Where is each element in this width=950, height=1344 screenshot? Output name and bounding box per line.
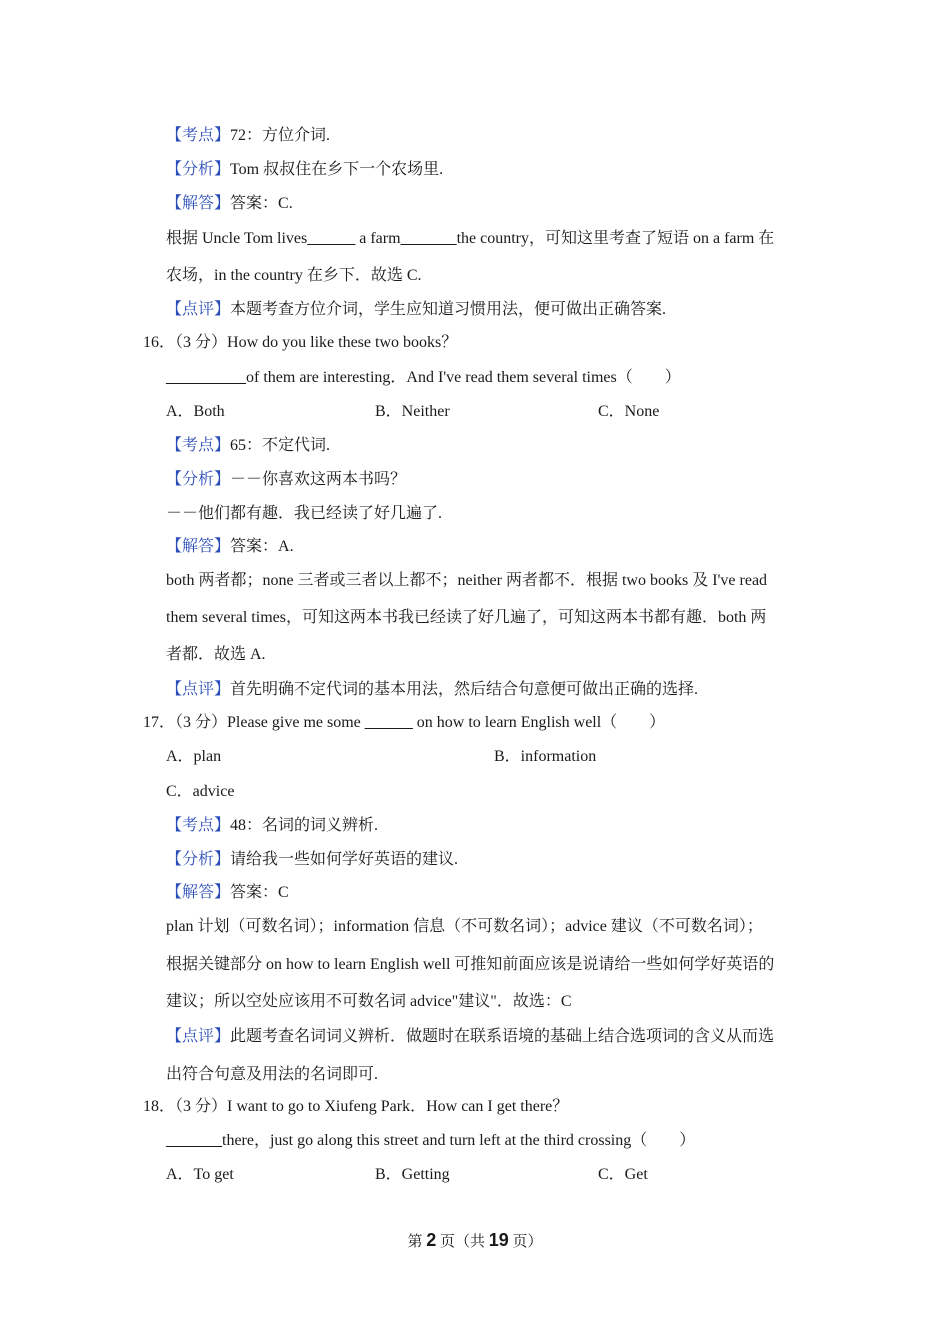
q18-sentence: _______there，just go along this street and turn left at the third crossing（ ）	[166, 1132, 696, 1149]
q17-dianping: 【点评】此题考查名词词义辨析．做题时在联系语境的基础上结合选项词的含义从而选	[166, 1028, 775, 1045]
tag-kaodian: 【考点】	[166, 817, 231, 834]
page-total: 19	[488, 1230, 509, 1250]
blank: _______	[400, 230, 457, 247]
tag-fenxi: 【分析】	[166, 471, 231, 488]
tag-jieda: 【解答】	[166, 195, 231, 212]
q15-explanation-1: 根据 Uncle Tom lives______ a farm_______the country，可知这里考查了短语 on a farm 在	[166, 230, 775, 247]
q16-sentence: __________of them are interesting．And I've read them several times（ ）	[166, 369, 681, 386]
q17-dianping-2: 出符合句意及用法的名词即可.	[166, 1066, 379, 1083]
page-footer: 第 2 页（共 19 页）	[407, 1230, 543, 1250]
q17-option-b: B．information	[494, 748, 597, 765]
q18-stem: 18．（3 分）I want to go to Xiufeng Park．How can I get there？	[143, 1098, 569, 1115]
tag-dianping: 【点评】	[166, 1028, 231, 1045]
q16-dianping: 【点评】首先明确不定代词的基本用法，然后结合句意便可做出正确的选择.	[166, 681, 699, 698]
q17-explanation-2: 根据关键部分 on how to learn English well 可推知前面应该是说请给一些如何学好英语的	[166, 956, 775, 973]
q16-jieda: 【解答】答案：A.	[166, 538, 294, 555]
q15-fenxi: 【分析】Tom 叔叔住在乡下一个农场里.	[166, 161, 444, 178]
q17-kaodian: 【考点】48：名词的词义辨析.	[166, 817, 379, 834]
q16-option-b: B．Neither	[375, 403, 450, 420]
q16-fenxi-2: －－他们都有趣．我已经读了好几遍了.	[166, 505, 443, 522]
q15-kaodian: 【考点】72：方位介词.	[166, 127, 331, 144]
tag-fenxi: 【分析】	[166, 851, 231, 868]
q17-option-c: C．advice	[166, 783, 235, 800]
tag-dianping: 【点评】	[166, 301, 231, 318]
q16-kaodian: 【考点】65：不定代词.	[166, 437, 331, 454]
q16-fenxi: 【分析】－－你喜欢这两本书吗？	[166, 471, 407, 488]
tag-dianping: 【点评】	[166, 681, 231, 698]
q17-fenxi: 【分析】请给我一些如何学好英语的建议.	[166, 851, 459, 868]
q17-stem: 17．（3 分）Please give me some ______ on how to learn English well（ ）	[143, 714, 666, 731]
q17-jieda: 【解答】答案：C	[166, 884, 289, 901]
blank: __________	[166, 369, 246, 386]
q18-option-c: C．Get	[598, 1166, 648, 1183]
blank: ______	[307, 230, 356, 247]
q17-option-a: A．plan	[166, 748, 222, 765]
q18-option-b: B．Getting	[375, 1166, 450, 1183]
blank: _______	[166, 1132, 222, 1149]
q16-stem: 16．（3 分）How do you like these two books？	[143, 334, 458, 351]
blank: ______	[364, 714, 413, 731]
q16-option-a: A．Both	[166, 403, 225, 420]
tag-jieda: 【解答】	[166, 538, 231, 555]
q16-explanation-3: 者都．故选 A.	[166, 646, 266, 663]
q18-option-a: A．To get	[166, 1166, 234, 1183]
tag-kaodian: 【考点】	[166, 127, 231, 144]
tag-fenxi: 【分析】	[166, 161, 231, 178]
q17-explanation-3: 建议；所以空处应该用不可数名词 advice"建议"．故选：C	[166, 993, 572, 1010]
q15-dianping: 【点评】本题考查方位介词，学生应知道习惯用法，便可做出正确答案.	[166, 301, 667, 318]
tag-kaodian: 【考点】	[166, 437, 231, 454]
q16-explanation-2: them several times，可知这两本书我已经读了好几遍了，可知这两本书都有趣．both 两	[166, 609, 767, 626]
page-number: 2	[426, 1230, 437, 1250]
q17-explanation-1: plan 计划（可数名词）；information 信息（不可数名词）；advice 建议（不可数名词）；	[166, 918, 763, 935]
q15-jieda: 【解答】答案：C.	[166, 195, 293, 212]
q16-explanation-1: both 两者都；none 三者或三者以上都不；neither 两者都不．根据 two books 及 I've read	[166, 572, 768, 589]
tag-jieda: 【解答】	[166, 884, 231, 901]
q16-option-c: C．None	[598, 403, 660, 420]
q15-explanation-2: 农场，in the country 在乡下．故选 C.	[166, 267, 422, 284]
